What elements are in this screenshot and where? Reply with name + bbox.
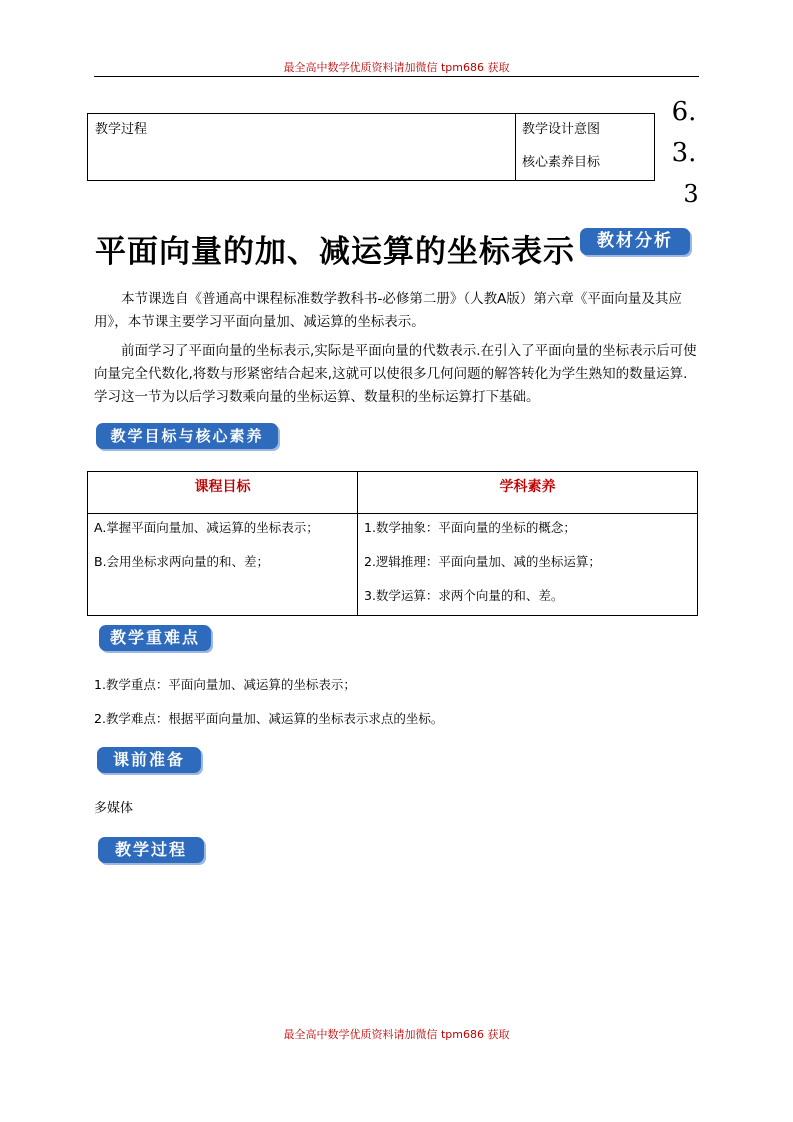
key-point-item: 1.教学重点：平面向量加、减运算的坐标表示；	[94, 677, 356, 692]
analysis-paragraph-1: 本节课选自《普通高中课程标准数学教科书-必修第二册》（人教A版）第六章《平面向量及其应用》，本节课主要学习平面向量加、减运算的坐标表示。	[94, 291, 682, 330]
objective-item-b: B.会用坐标求两向量的和、差；	[94, 554, 270, 569]
literacy-item-3: 3.数学运算：求两个向量的和、差。	[364, 588, 564, 603]
core-literacy-label: 核心素养目标	[522, 155, 601, 170]
badge-textbook-analysis: 教材分析	[580, 228, 690, 255]
literacy-item-1: 1.数学抽象：平面向量的坐标的概念；	[364, 520, 576, 535]
process-header-table	[87, 113, 655, 181]
badge-key-points: 教学重难点	[99, 625, 211, 651]
header-rule	[94, 76, 699, 77]
page-footer-note: 最全高中数学优质资料请加微信 tpm686 获取	[283, 1028, 510, 1041]
table-divider	[515, 114, 516, 180]
process-cell-label: 教学过程	[95, 122, 148, 137]
difficult-point-item: 2.教学难点：根据平面向量加、减运算的坐标表示求点的坐标。	[94, 711, 444, 726]
subject-literacy-header: 学科素养	[499, 479, 556, 495]
analysis-paragraph-2: 前面学习了平面向量的坐标表示,实际是平面向量的代数表示.在引入了平面向量的坐标表示后可使向量完全代数化,将数与形紧密结合起来,这就可以使很多几何问题的解答转化为学生熟知的数量运算.学习这一节为以后学习数乘向量的坐标运算、数量积的坐标运算打下基础。	[94, 343, 697, 405]
section-number-part3: 3	[683, 180, 699, 208]
badge-objectives: 教学目标与核心素养	[96, 423, 278, 449]
section-number-part2: 3.	[671, 138, 697, 168]
table-header-divider	[88, 513, 697, 514]
badge-preparation: 课前准备	[97, 747, 201, 773]
course-objectives-header: 课程目标	[194, 479, 251, 495]
literacy-item-2: 2.逻辑推理：平面向量加、减的坐标运算；	[364, 554, 601, 569]
objective-item-a: A.掌握平面向量加、减运算的坐标表示；	[94, 520, 319, 535]
design-intent-label: 教学设计意图	[522, 122, 601, 137]
page-title: 平面向量的加、减运算的坐标表示	[95, 234, 575, 270]
preparation-text: 多媒体	[94, 801, 134, 816]
objectives-table	[87, 471, 698, 616]
badge-teaching-process: 教学过程	[98, 837, 204, 863]
section-number-part1: 6.	[671, 97, 697, 127]
page-header-note: 最全高中数学优质资料请加微信 tpm686 获取	[283, 61, 510, 74]
